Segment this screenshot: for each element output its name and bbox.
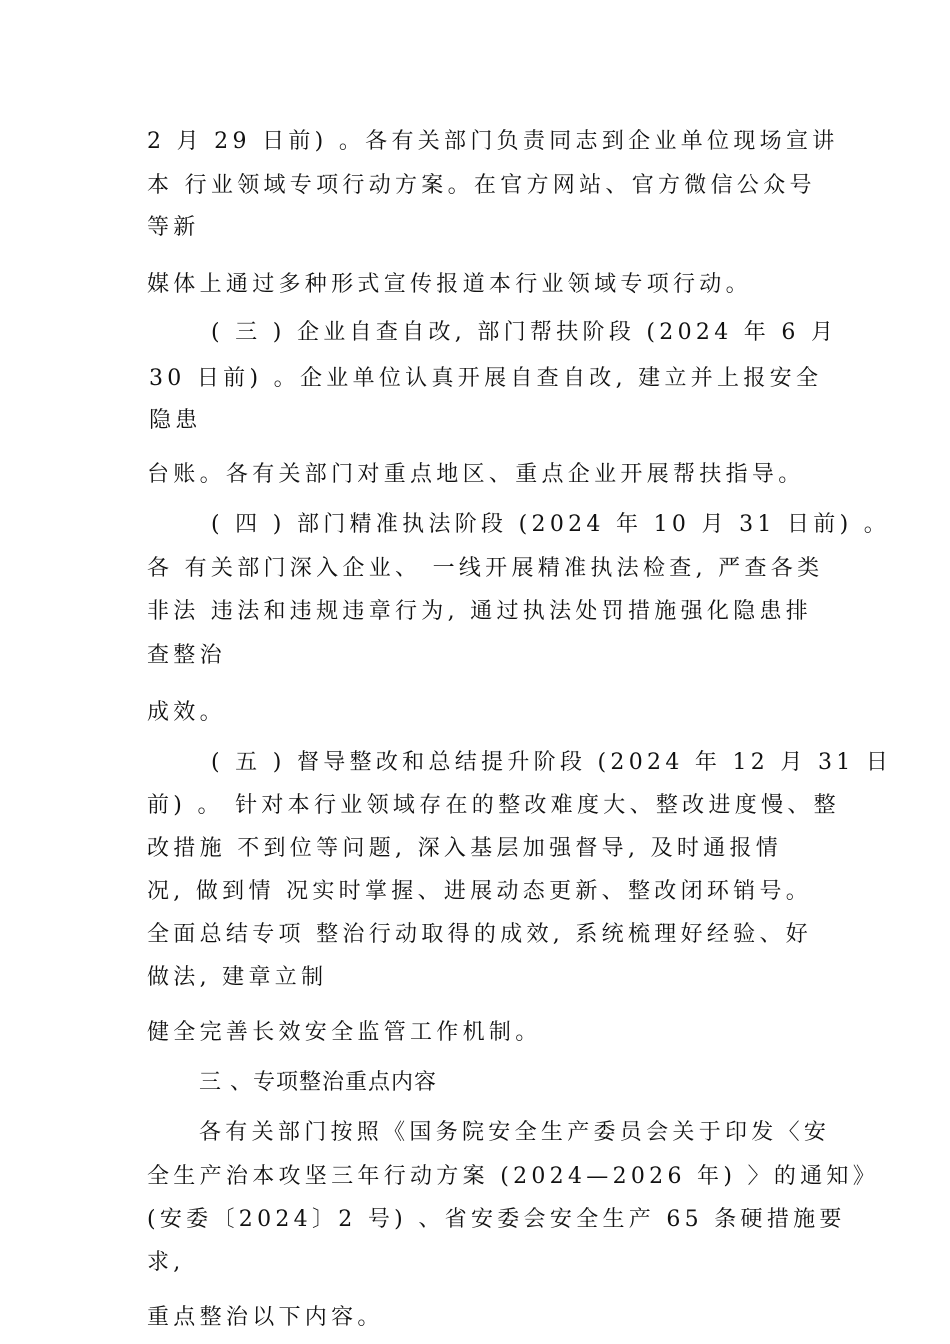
section-heading-3: ( 三 ) 企业自查自改, 部门帮扶阶段 (2024 年 6 月 (211, 320, 838, 345)
text-line: (安委〔2024〕2 号) 、省安委会安全生产 65 条硬措施要 (147, 1207, 846, 1232)
chapter-heading-3: 三 、专项整治重点内容 (199, 1070, 437, 1095)
text-line: 查整治 (147, 643, 226, 668)
text-line: 前) 。 针对本行业领域存在的整改难度大、整改进度慢、整 (147, 793, 840, 818)
text-line: 健全完善长效安全监管工作机制。 (147, 1020, 542, 1045)
text-line: 成效。 (147, 700, 226, 725)
text-line: 台账。各有关部门对重点地区、重点企业开展帮扶指导。 (147, 462, 805, 487)
text-line: 改措施 不到位等问题, 深入基层加强督导, 及时通报情 (147, 836, 783, 861)
section-heading-4: ( 四 ) 部门精准执法阶段 (2024 年 10 月 31 日前) 。 (211, 512, 891, 537)
text-line: 全面总结专项 整治行动取得的成效, 系统梳理好经验、好 (147, 922, 813, 947)
text-line: 求, (147, 1250, 185, 1275)
text-line: 隐患 (149, 408, 202, 433)
section-heading-5: ( 五 ) 督导整改和总结提升阶段 (2024 年 12 月 31 日 (211, 750, 893, 775)
text-line: 本 行业领域专项行动方案。在官方网站、官方微信公众号 (147, 173, 816, 198)
text-line: 各 有关部门深入企业、 一线开展精准执法检查, 严查各类 (147, 556, 824, 581)
text-line: 2 月 29 日前) 。各有关部门负责同志到企业单位现场宣讲 (147, 129, 839, 154)
text-line: 媒体上通过多种形式宣传报道本行业领域专项行动。 (147, 272, 752, 297)
text-line: 况, 做到情 况实时掌握、进展动态更新、整改闭环销号。 (147, 879, 813, 904)
text-line: 30 日前) 。企业单位认真开展自查自改, 建立并上报安全 (149, 366, 823, 391)
text-line: 重点整治以下内容。 (147, 1305, 384, 1330)
text-line: 全生产治本攻坚三年行动方案 (2024—2026 年) 〉的通知》 (147, 1164, 880, 1189)
text-line: 做法, 建章立制 (147, 965, 328, 990)
text-line: 非法 违法和违规违章行为, 通过执法处罚措施强化隐患排 (147, 599, 813, 624)
text-line: 各有关部门按照《国务院安全生产委员会关于印发〈安 (199, 1120, 831, 1145)
text-line: 等新 (147, 215, 200, 240)
